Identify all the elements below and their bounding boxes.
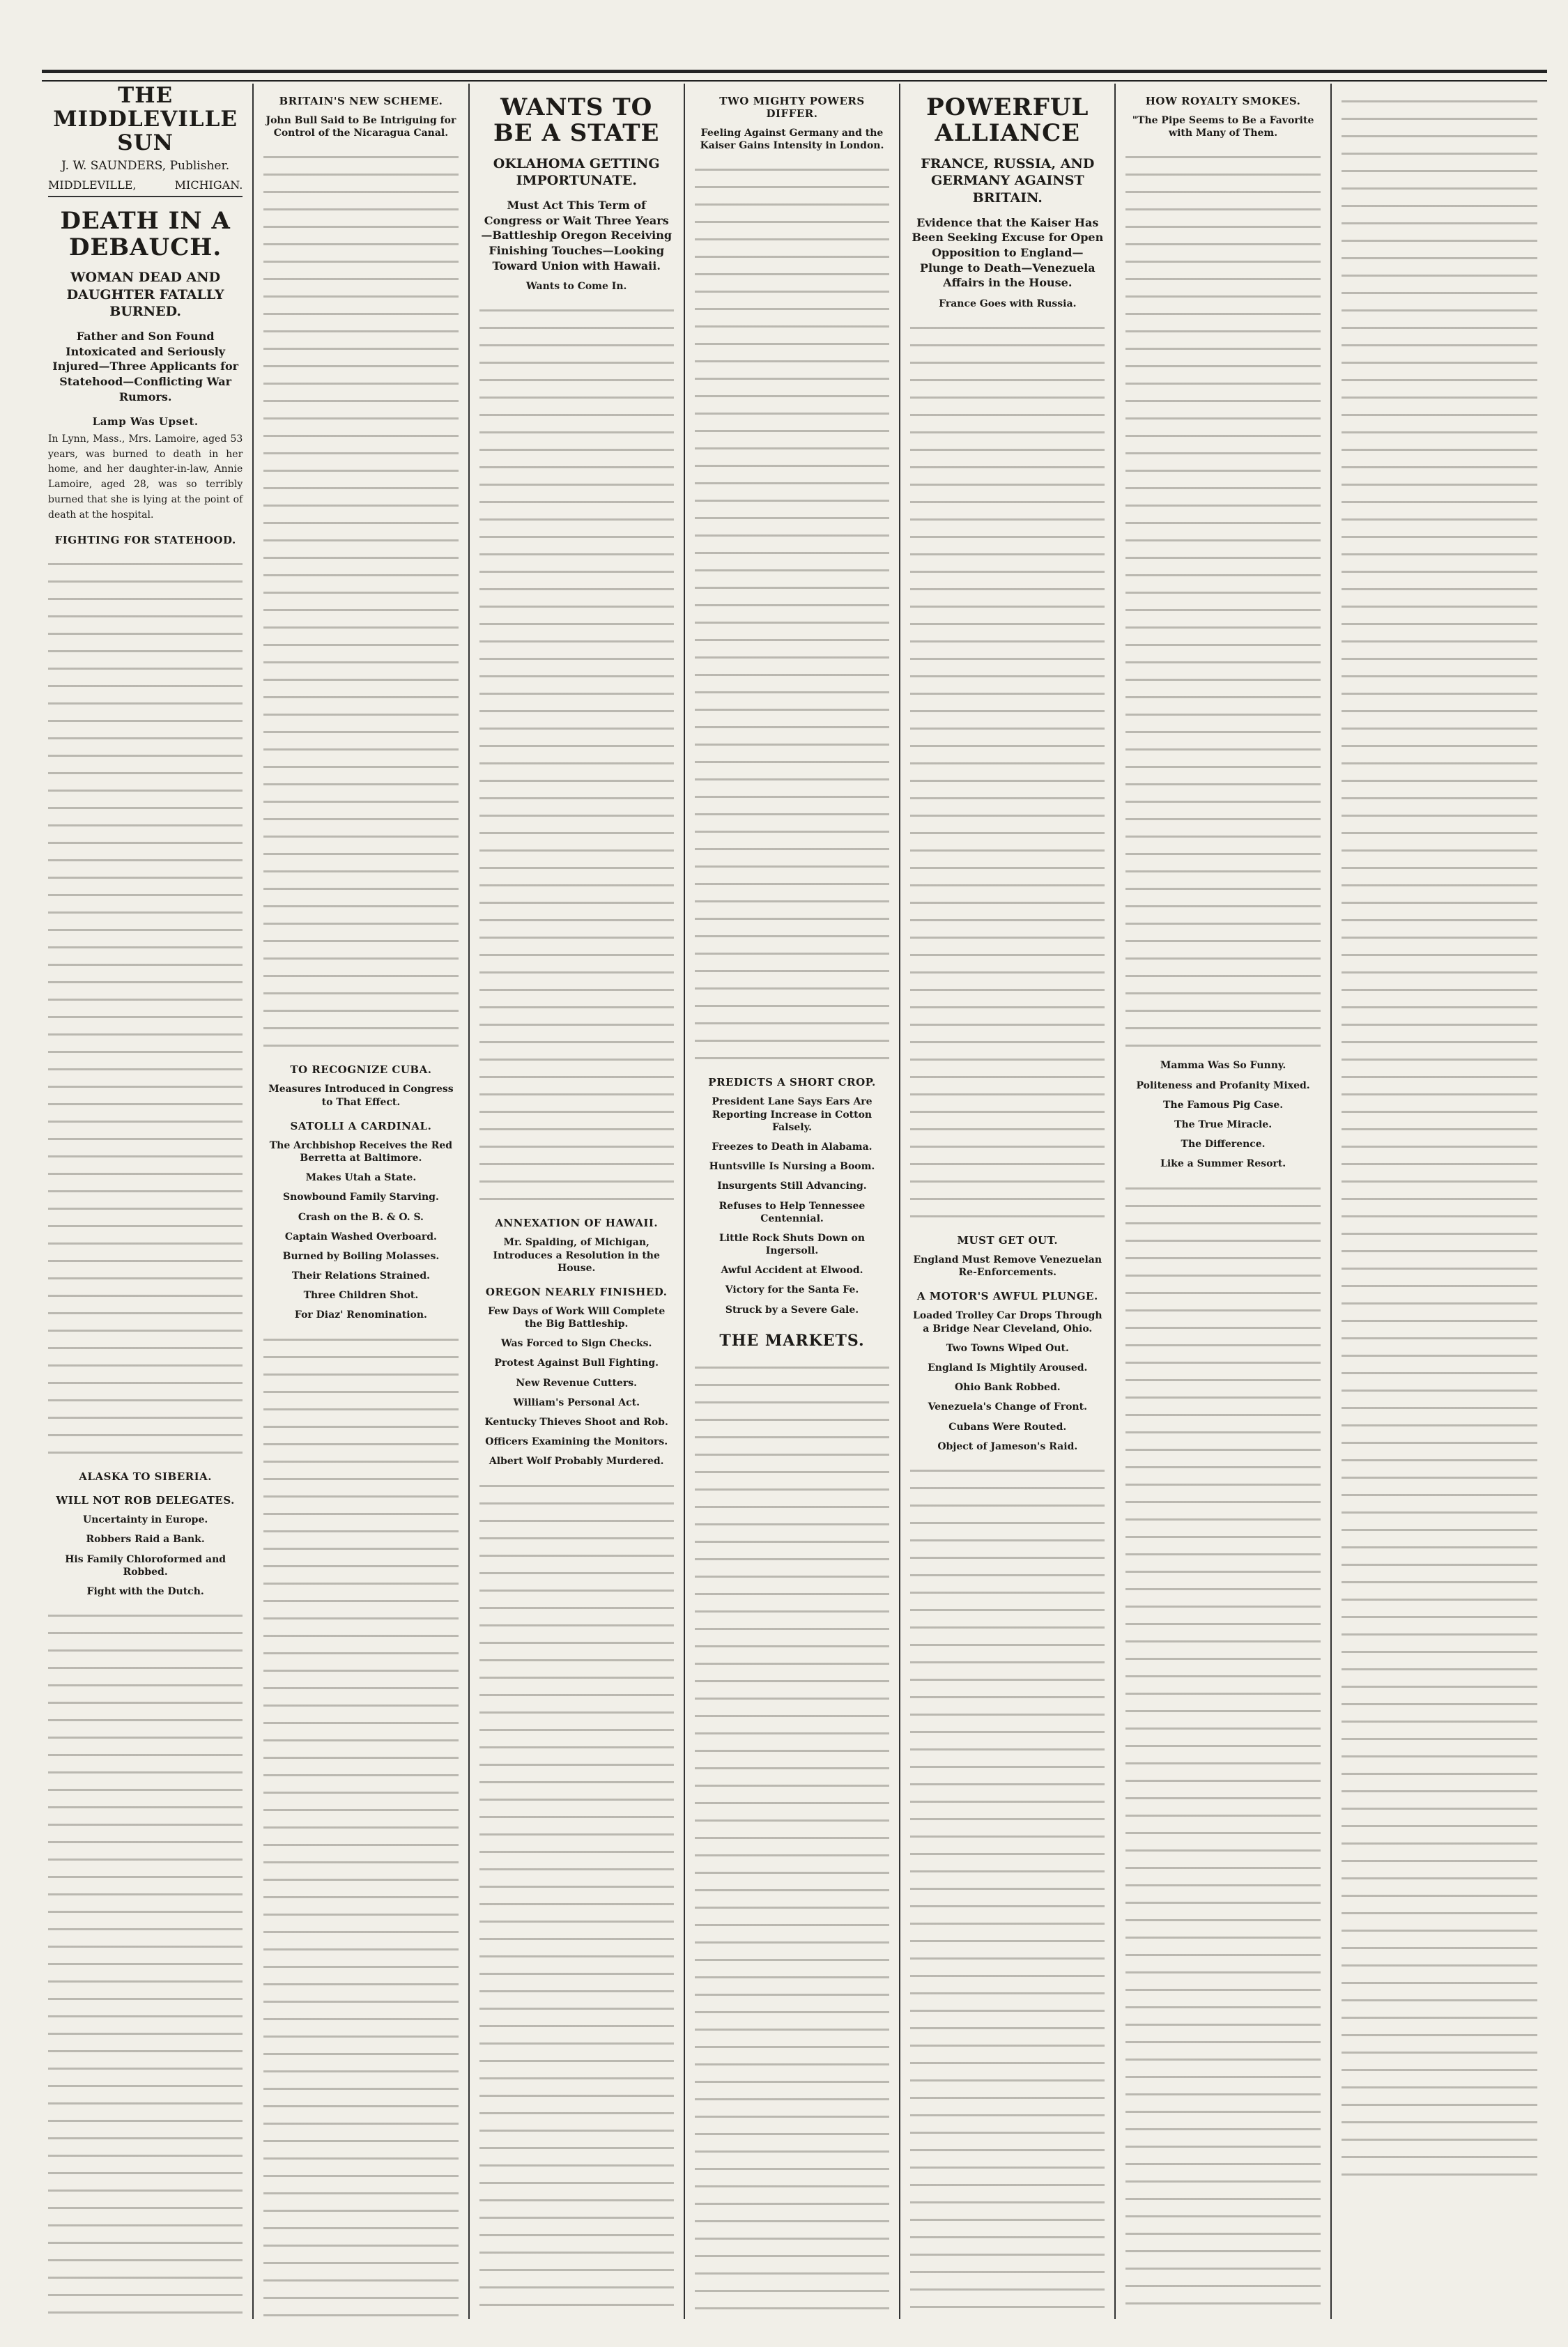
dateline — [48, 178, 243, 197]
subhead: Three Children Shot. — [303, 1290, 419, 1302]
article-body — [1125, 146, 1320, 1052]
deck: Few Days of Work Will Complete the Big Battleship. — [488, 1305, 666, 1330]
paper-name: THE MIDDLEVILLE SUN — [53, 84, 238, 156]
article-paragraph: In Lynn, Mass., Mrs. Lamoire, aged 53 years, was burned to death in her home, and her daughter-in-law, Annie Lamoire, aged 28, was so terribly burned that she is lying at the point of death at the hospital. — [48, 433, 243, 521]
subhead: Cubans Were Routed. — [948, 1421, 1067, 1433]
subhead: England Is Mightily Aroused. — [928, 1362, 1088, 1373]
headline: MUST GET OUT. — [957, 1234, 1059, 1247]
article-body — [48, 553, 243, 1459]
subhead: Officers Examining the Monitors. — [485, 1436, 668, 1448]
subhead: Snowbound Family Starving. — [282, 1192, 439, 1203]
deck: WOMAN DEAD AND DAUGHTER FATALLY BURNED. — [66, 270, 224, 320]
column-2 — [254, 84, 469, 2319]
deck: Measures Introduced in Congress to That Effect. — [268, 1084, 454, 1108]
subhead: Crash on the B. & O. S. — [298, 1211, 424, 1223]
deck: "The Pipe Seems to Be a Favorite with Many of Them. — [1132, 115, 1314, 139]
subhead: Kentucky Thieves Shoot and Rob. — [484, 1417, 668, 1428]
subhead: Little Rock Shuts Down on Ingersoll. — [718, 1232, 866, 1257]
column-5 — [900, 84, 1116, 2319]
deck: FRANCE, RUSSIA, AND GERMANY AGAINST BRITAIN. — [921, 155, 1095, 206]
article-body — [48, 1605, 243, 2319]
headline: OREGON NEARLY FINISHED. — [485, 1285, 668, 1298]
column-7 — [1332, 84, 1547, 2319]
subhead: Two Towns Wiped Out. — [946, 1342, 1069, 1354]
headline: WANTS TO BE A STATE — [493, 93, 660, 148]
subhead: Insurgents Still Advancing. — [717, 1180, 867, 1192]
masthead — [48, 84, 243, 197]
article-body — [695, 159, 889, 1065]
column-6 — [1116, 84, 1331, 2319]
subhead: Politeness and Profanity Mixed. — [1136, 1079, 1310, 1091]
subhead: WILL NOT ROB DELEGATES. — [56, 1494, 235, 1507]
article-body — [1125, 1178, 1320, 2320]
subhead: France Goes with Russia. — [939, 298, 1077, 309]
headline: BRITAIN'S NEW SCHEME. — [279, 95, 443, 107]
subhead: Burned by Boiling Molasses. — [282, 1250, 440, 1262]
headline: POWERFUL ALLIANCE — [926, 93, 1089, 148]
headline: DEATH IN A DEBAUCH. — [60, 207, 231, 261]
columns — [38, 84, 1547, 2319]
subhead: The True Miracle. — [1174, 1118, 1273, 1130]
markets-body — [695, 1357, 889, 2319]
subhead: Freezes to Death in Alabama. — [712, 1141, 873, 1153]
headline: ANNEXATION OF HAWAII. — [495, 1217, 659, 1230]
subhead: William's Personal Act. — [513, 1396, 640, 1408]
subhead: Huntsville Is Nursing a Boom. — [709, 1161, 875, 1173]
column-4 — [685, 84, 900, 2319]
article-body — [479, 1475, 674, 2319]
article-body — [263, 1329, 458, 2319]
subhead: Venezuela's Change of Front. — [928, 1401, 1087, 1413]
subhead: Object of Jameson's Raid. — [937, 1440, 1078, 1452]
article-body — [910, 317, 1105, 1223]
subhead: New Revenue Cutters. — [516, 1377, 638, 1389]
deck: President Lane Says Ears Are Reporting Increase in Cotton Falsely. — [712, 1096, 873, 1133]
summary: Father and Son Found Intoxicated and Seriously Injured—Three Applicants for Statehood—Conflicting War Rumors. — [52, 330, 239, 403]
summary: Must Act This Term of Congress or Wait Three Years—Battleship Oregon Receiving Finishing Touches—Looking Toward Union with Hawaii. — [481, 199, 672, 272]
column-3 — [470, 84, 685, 2319]
publisher: J. W. SAUNDERS, Publisher. — [61, 159, 230, 174]
subhead: The Famous Pig Case. — [1163, 1099, 1284, 1111]
deck: Loaded Trolley Car Drops Through a Bridge Near Cleveland, Ohio. — [912, 1310, 1102, 1334]
headline: HOW ROYALTY SMOKES. — [1145, 95, 1301, 107]
column-1 — [38, 84, 254, 2319]
top-rule — [42, 70, 1547, 82]
subhead: Struck by a Severe Gale. — [725, 1304, 859, 1316]
subhead: Awful Accident at Elwood. — [721, 1265, 863, 1277]
subhead: ALASKA TO SIBERIA. — [79, 1470, 212, 1484]
subhead: Ohio Bank Robbed. — [954, 1382, 1061, 1394]
subhead: Mamma Was So Funny. — [1160, 1060, 1286, 1072]
subhead: Their Relations Strained. — [291, 1270, 430, 1282]
article-body — [1342, 91, 1537, 2181]
subhead: Makes Utah a State. — [305, 1172, 417, 1184]
article-body — [910, 1460, 1105, 2319]
deck: Feeling Against Germany and the Kaiser Gains Intensity in London. — [700, 128, 884, 152]
subhead: His Family Chloroformed and Robbed. — [65, 1553, 226, 1578]
location: MIDDLEVILLE, — [48, 178, 137, 192]
subhead: Victory for the Santa Fe. — [725, 1284, 859, 1296]
deck: The Archbishop Receives the Red Berretta at Baltimore. — [269, 1139, 453, 1164]
subhead: FIGHTING FOR STATEHOOD. — [54, 534, 236, 547]
subhead: Was Forced to Sign Checks. — [500, 1338, 652, 1350]
article-body — [263, 146, 458, 1052]
subhead: Protest Against Bull Fighting. — [494, 1357, 659, 1369]
headline: SATOLLI A CARDINAL. — [290, 1119, 432, 1132]
subhead: Uncertainty in Europe. — [83, 1514, 208, 1526]
subhead: Wants to Come In. — [526, 281, 627, 293]
deck: Mr. Spalding, of Michigan, Introduces a Resolution in the House. — [493, 1237, 660, 1274]
subhead: Lamp Was Upset. — [92, 415, 199, 429]
deck: OKLAHOMA GETTING IMPORTUNATE. — [493, 155, 660, 189]
headline: A MOTOR'S AWFUL PLUNGE. — [916, 1290, 1098, 1303]
markets-heading: THE MARKETS. — [719, 1331, 865, 1350]
subhead: The Difference. — [1181, 1139, 1266, 1151]
subhead: Fight with the Dutch. — [86, 1585, 204, 1597]
article-body — [479, 300, 674, 1206]
subhead: Robbers Raid a Bank. — [86, 1534, 205, 1546]
headline: PREDICTS A SHORT CROP. — [708, 1076, 876, 1089]
deck: England Must Remove Venezuelan Re-Enforcements. — [913, 1254, 1102, 1279]
subhead: Like a Summer Resort. — [1160, 1158, 1286, 1170]
subhead: Captain Washed Overboard. — [284, 1231, 437, 1242]
subhead: For Diaz' Renomination. — [294, 1309, 427, 1321]
subhead: Albert Wolf Probably Murdered. — [489, 1456, 664, 1468]
subhead: Refuses to Help Tennessee Centennial. — [718, 1200, 866, 1224]
state: MICHIGAN. — [174, 178, 243, 192]
headline: TWO MIGHTY POWERS DIFFER. — [719, 95, 865, 120]
deck: John Bull Said to Be Intriguing for Control of the Nicaragua Canal. — [266, 115, 456, 139]
headline: TO RECOGNIZE CUBA. — [290, 1063, 432, 1077]
summary: Evidence that the Kaiser Has Been Seeking Excuse for Open Opposition to England—Plunge to Death—Venezuela Affairs in the House. — [912, 215, 1104, 290]
